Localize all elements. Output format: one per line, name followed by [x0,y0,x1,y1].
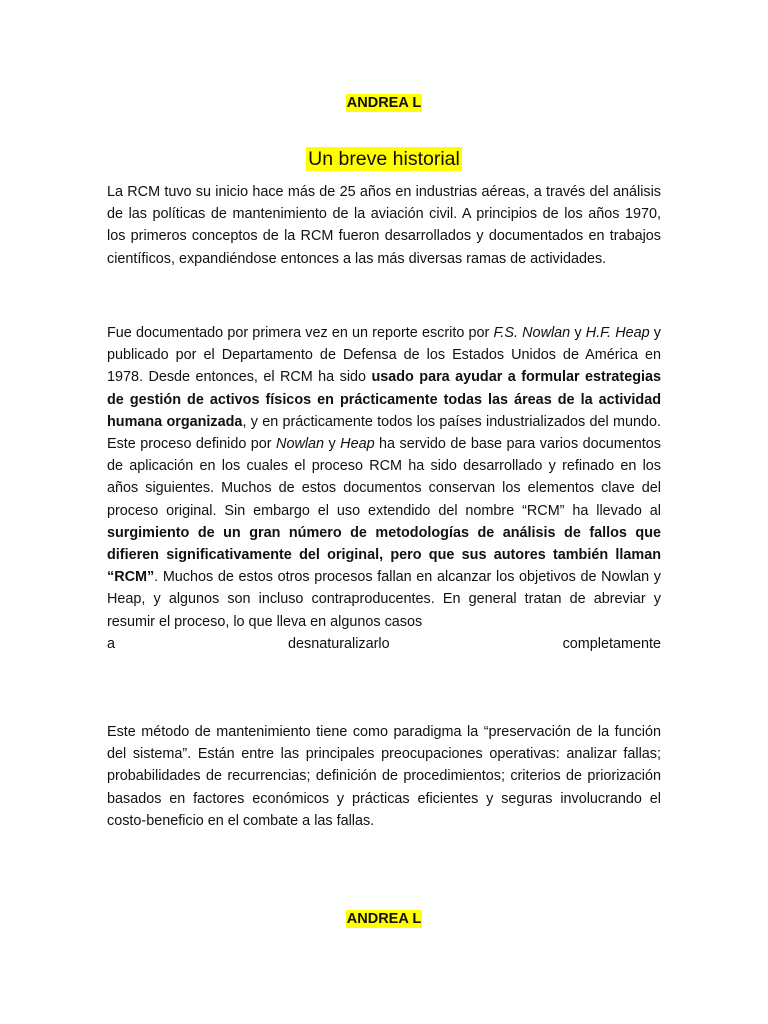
p2-last-line [107,633,661,655]
p2-text-4: , y en prácticamente todos los países industrializados del mundo. Este proceso definido por [107,413,661,453]
p2-text-6: ha servido de base para varios documentos de aplicación en los cuales el proceso RCM ha sido desarrollado y refinado en los años siguientes. Muchos de estos documentos conservan los elementos clave del proceso original. Sin embargo el uso extendido del nombre “RCM” ha llevado al [107,436,661,519]
p2-text-5: y [324,436,341,453]
p2-last-word-3: completamente [562,635,661,652]
header-author [0,94,768,112]
p2-text-1: Fue documentado por primera vez en un reporte escrito por [107,325,494,341]
page-title [0,146,768,172]
page-title-text: Un breve historial [308,148,460,170]
paragraph-3: Este método de mantenimiento tiene como paradigma la “preservación de la función del sistema”. Están entre las principales preocupaciones operativas: analizar fallas; probabilidades de recurrencias; definición de procedimientos; criterios de priorización basados en factores económicos y prácticas eficientes y seguras involucrando el costo-beneficio en el combate a las fallas. [107,724,661,829]
paragraph-2 [107,322,661,655]
p2-last-word-1: a [107,635,116,652]
p2-heap: Heap [340,436,375,453]
p2-bold-2: surgimiento de un gran número de metodologías de análisis de fallos que difieren significativamente del original, pero que sus autores también llaman “RCM” [107,524,661,586]
p2-author-heap: H.F. Heap [585,325,650,341]
footer-author-label: ANDREA L [346,911,422,927]
p2-text-7: . Muchos de estos otros procesos fallan en alcanzar los objetivos de Nowlan y Heap, y algunos son incluso contraproducentes. En general tratan de abreviar y resumir el proceso, lo que lleva en algunos casos [107,569,661,630]
p2-text-2: y [570,325,586,341]
p2-text-3: y publicado por el Departamento de Defensa de los Estados Unidos de América en 1978. Desde entonces, el RCM ha sido [107,325,661,386]
p2-bold-1: usado para ayudar a formular estrategias de gestión de activos físicos en prácticamente todas las áreas de la actividad humana organizada [107,369,661,430]
footer-author [0,910,768,928]
header-author-label: ANDREA L [346,95,422,111]
p2-last-word-2: desnaturalizarlo [288,635,390,652]
paragraph-1: La RCM tuvo su inicio hace más de 25 años en industrias aéreas, a través del análisis de las políticas de mantenimiento de la aviación civil. A principios de los años 1970, los primeros conceptos de la RCM fueron desarrollados y documentados en trabajos científicos, expandiéndose entonces a las más diversas ramas de actividades. [107,184,661,267]
p2-author-nowlan: F.S. Nowlan [493,325,571,341]
p2-nowlan: Nowlan [276,436,325,453]
